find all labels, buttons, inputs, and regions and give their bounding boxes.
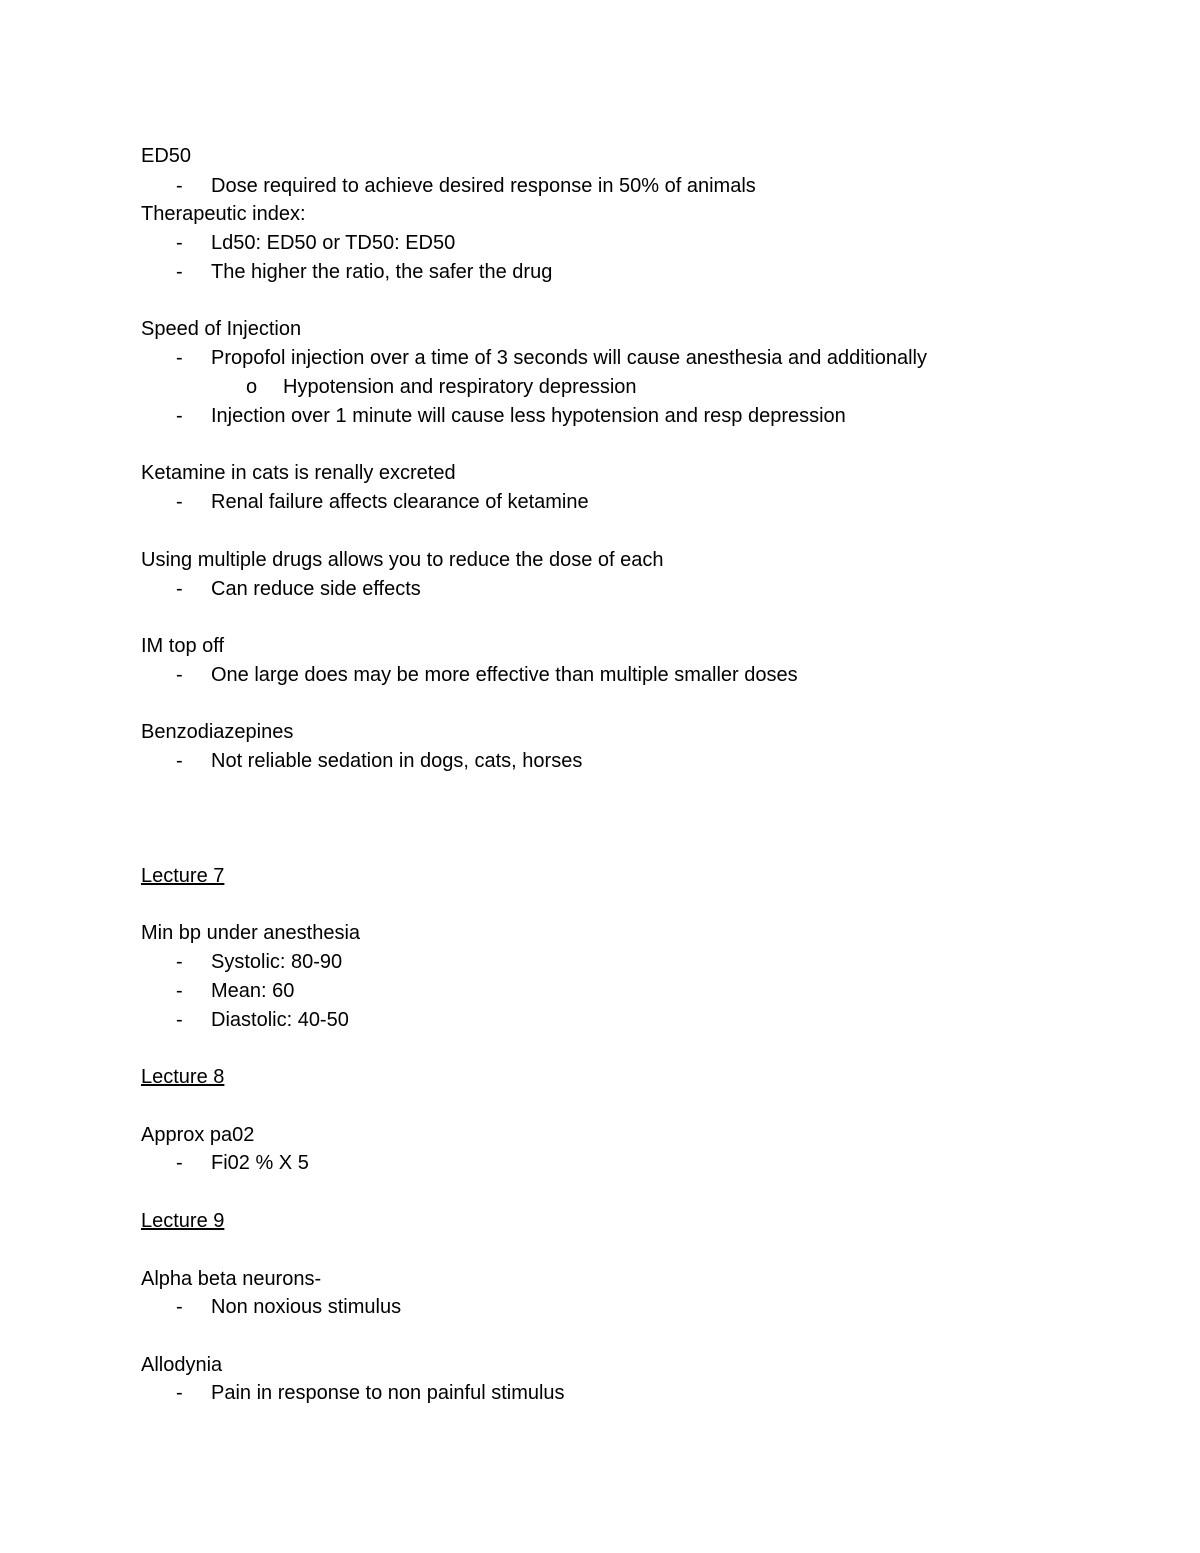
heading-allodynia: Allodynia [141,1354,223,1376]
bullet-dash: - [176,347,183,369]
bullet-item: Dose required to achieve desired response in 50% of animals [211,175,756,197]
bullet-item: Non noxious stimulus [211,1296,402,1318]
bullet-item: Mean: 60 [211,980,295,1002]
bullet-dash: - [176,980,183,1002]
heading-ed50: ED50 [141,145,192,167]
heading-alpha-beta-neurons: Alpha beta neurons- [141,1268,322,1290]
bullet-item: Diastolic: 40-50 [211,1009,349,1031]
section-title-lecture-9: Lecture 9 [141,1210,225,1232]
bullet-dash: - [176,232,183,254]
bullet-dash: - [176,491,183,513]
bullet-dash: - [176,1009,183,1031]
bullet-item: Renal failure affects clearance of ketamine [211,491,589,513]
bullet-circle: o [246,376,258,398]
bullet-item: Not reliable sedation in dogs, cats, horses [211,750,583,772]
bullet-item: Injection over 1 minute will cause less hypotension and resp depression [211,405,846,427]
heading-speed-of-injection: Speed of Injection [141,318,302,340]
heading-im-top-off: IM top off [141,635,225,657]
bullet-item: Pain in response to non painful stimulus [211,1382,565,1404]
bullet-item: Systolic: 80-90 [211,951,343,973]
bullet-item: Ld50: ED50 or TD50: ED50 [211,232,456,254]
bullet-dash: - [176,951,183,973]
section-title-lecture-8: Lecture 8 [141,1066,225,1088]
bullet-dash: - [176,405,183,427]
bullet-dash: - [176,1296,183,1318]
bullet-item: The higher the ratio, the safer the drug [211,261,553,283]
bullet-item: Can reduce side effects [211,578,421,600]
bullet-dash: - [176,664,183,686]
bullet-dash: - [176,261,183,283]
heading-approx-pa02: Approx pa02 [141,1124,255,1146]
bullet-item: Fi02 % X 5 [211,1152,309,1174]
bullet-item: Propofol injection over a time of 3 seconds will cause anesthesia and additionally [211,347,927,369]
bullet-dash: - [176,175,183,197]
bullet-dash: - [176,1382,183,1404]
section-title-lecture-7: Lecture 7 [141,865,225,887]
sub-bullet-item: Hypotension and respiratory depression [283,376,637,398]
heading-benzodiazepines: Benzodiazepines [141,721,294,743]
bullet-dash: - [176,578,183,600]
bullet-item: One large does may be more effective than multiple smaller doses [211,664,798,686]
heading-therapeutic-index: Therapeutic index: [141,203,306,225]
bullet-dash: - [176,1152,183,1174]
heading-multiple-drugs: Using multiple drugs allows you to reduce the dose of each [141,549,664,571]
bullet-dash: - [176,750,183,772]
heading-min-bp: Min bp under anesthesia [141,922,361,944]
heading-ketamine: Ketamine in cats is renally excreted [141,462,456,484]
